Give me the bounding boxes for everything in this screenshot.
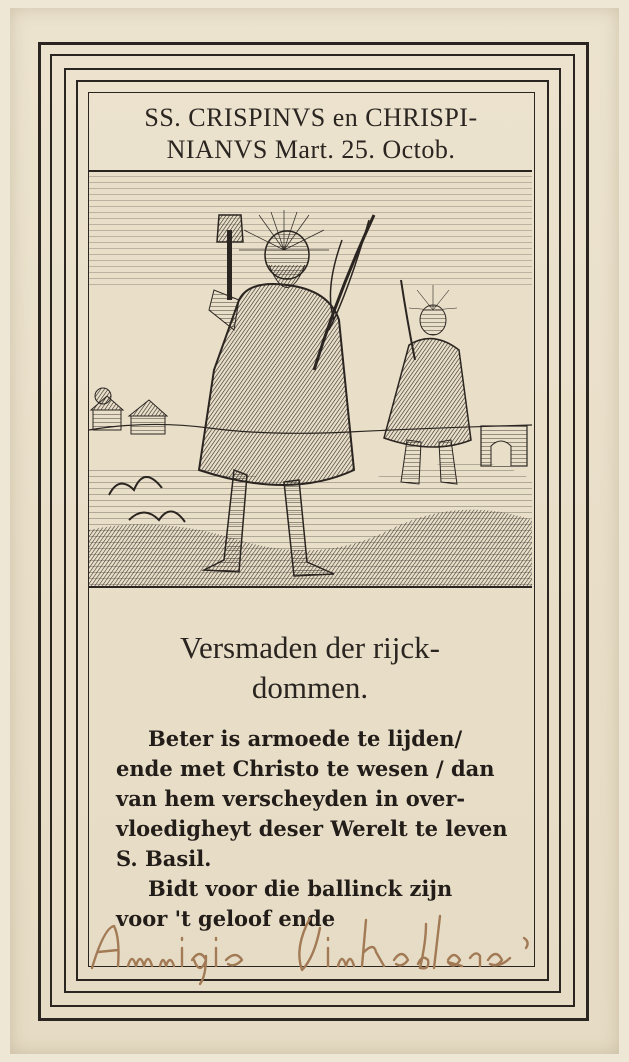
heading-line-1: Versmaden der rijck- xyxy=(180,630,440,665)
saints-engraving xyxy=(89,170,532,588)
body-line: Bidt voor die ballinck zijn xyxy=(148,876,453,901)
body-line: S. Basil. xyxy=(116,846,212,871)
body-line: voor 't geloof ende xyxy=(116,906,336,931)
body-line: Beter is armoede te lijden/ xyxy=(148,726,463,751)
card-body-text xyxy=(116,724,536,934)
card-heading xyxy=(100,628,520,708)
body-line: van hem verscheyden in over- xyxy=(116,786,466,811)
body-line: ende met Christo te wesen / dan xyxy=(116,756,495,781)
handwritten-signature xyxy=(84,908,554,988)
heading-line-2: dommen. xyxy=(251,670,369,705)
body-line: vloedigheyt deser Werelt te leven xyxy=(116,816,508,841)
title-line-1: SS. CRISPINVS en CHRISPI- xyxy=(144,103,478,132)
card-title xyxy=(96,102,526,166)
title-line-2: NIANVS Mart. 25. Octob. xyxy=(166,135,456,164)
